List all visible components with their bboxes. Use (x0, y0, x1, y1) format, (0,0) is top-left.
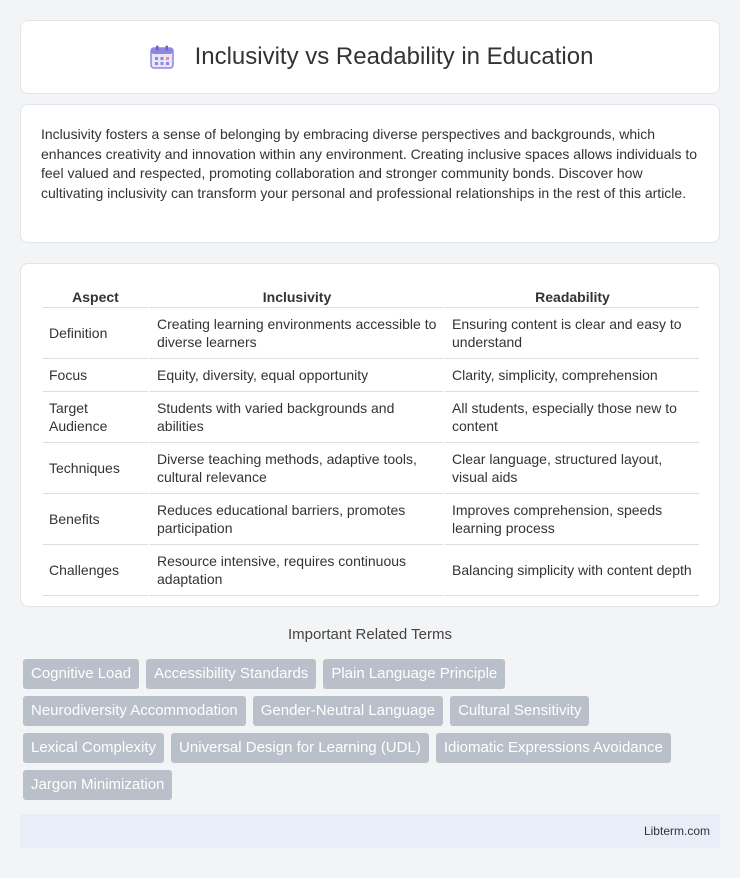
row-readability: All students, especially those new to content (443, 392, 699, 443)
tag-cultural-sensitivity[interactable]: Cultural Sensitivity (450, 696, 589, 726)
row-inclusivity: Diverse teaching methods, adaptive tools, cultural relevance (148, 443, 443, 494)
tag-idiomatic-expressions-avoidance[interactable]: Idiomatic Expressions Avoidance (436, 733, 671, 763)
table-row (43, 545, 699, 596)
header-inclusivity: Inclusivity (148, 284, 443, 308)
related-terms-list (23, 659, 723, 807)
intro-card (20, 104, 720, 243)
tag-plain-language-principle[interactable]: Plain Language Principle (323, 659, 505, 689)
tag-accessibility-standards[interactable]: Accessibility Standards (146, 659, 316, 689)
calendar-icon (147, 42, 177, 72)
intro-text: Inclusivity fosters a sense of belonging by embracing diverse perspectives and backgrounds, which enhances creativity and innovation within any environment. Creating inclusive spaces allows individuals to feel valued and respected, promoting collaboration and stronger community bonds. Discover how cultivating inclusivity can transform your personal and professional relationships in the rest of this article. (41, 126, 698, 201)
page-title: Inclusivity vs Readability in Education (194, 43, 594, 70)
row-aspect: Focus (43, 359, 148, 392)
row-inclusivity: Reduces educational barriers, promotes participation (148, 494, 443, 545)
tag-neurodiversity-accommodation[interactable]: Neurodiversity Accommodation (23, 696, 246, 726)
row-aspect: Definition (43, 308, 148, 359)
tag-row (23, 733, 723, 763)
table-row (43, 308, 699, 359)
row-inclusivity: Creating learning environments accessible to diverse learners (148, 308, 443, 359)
row-readability: Clear language, structured layout, visual aids (443, 443, 699, 494)
row-inclusivity: Students with varied backgrounds and abilities (148, 392, 443, 443)
table-row (43, 443, 699, 494)
title-card (20, 20, 720, 94)
tag-jargon-minimization[interactable]: Jargon Minimization (23, 770, 172, 800)
tag-cognitive-load[interactable]: Cognitive Load (23, 659, 139, 689)
row-aspect: Target Audience (43, 392, 148, 443)
tag-row (23, 770, 723, 800)
row-inclusivity: Equity, diversity, equal opportunity (148, 359, 443, 392)
tag-lexical-complexity[interactable]: Lexical Complexity (23, 733, 164, 763)
tag-row (23, 659, 723, 689)
table-row (43, 359, 699, 392)
comparison-card (20, 263, 720, 607)
tag-row (23, 696, 723, 726)
header-aspect: Aspect (43, 284, 148, 308)
row-readability: Improves comprehension, speeds learning process (443, 494, 699, 545)
row-readability: Ensuring content is clear and easy to understand (443, 308, 699, 359)
tag-gender-neutral-language[interactable]: Gender-Neutral Language (253, 696, 443, 726)
table-row (43, 392, 699, 443)
row-aspect: Benefits (43, 494, 148, 545)
comparison-table (43, 284, 699, 596)
table-row (43, 494, 699, 545)
row-aspect: Challenges (43, 545, 148, 596)
footer-brand-link[interactable]: Libterm.com (643, 824, 710, 838)
row-readability: Clarity, simplicity, comprehension (443, 359, 699, 392)
tag-universal-design-for-learning[interactable]: Universal Design for Learning (UDL) (171, 733, 429, 763)
related-terms-title: Important Related Terms (288, 626, 452, 643)
table-header-row (43, 284, 699, 308)
header-readability: Readability (443, 284, 699, 308)
footer (20, 814, 720, 848)
row-readability: Balancing simplicity with content depth (443, 545, 699, 596)
row-inclusivity: Resource intensive, requires continuous adaptation (148, 545, 443, 596)
row-aspect: Techniques (43, 443, 148, 494)
